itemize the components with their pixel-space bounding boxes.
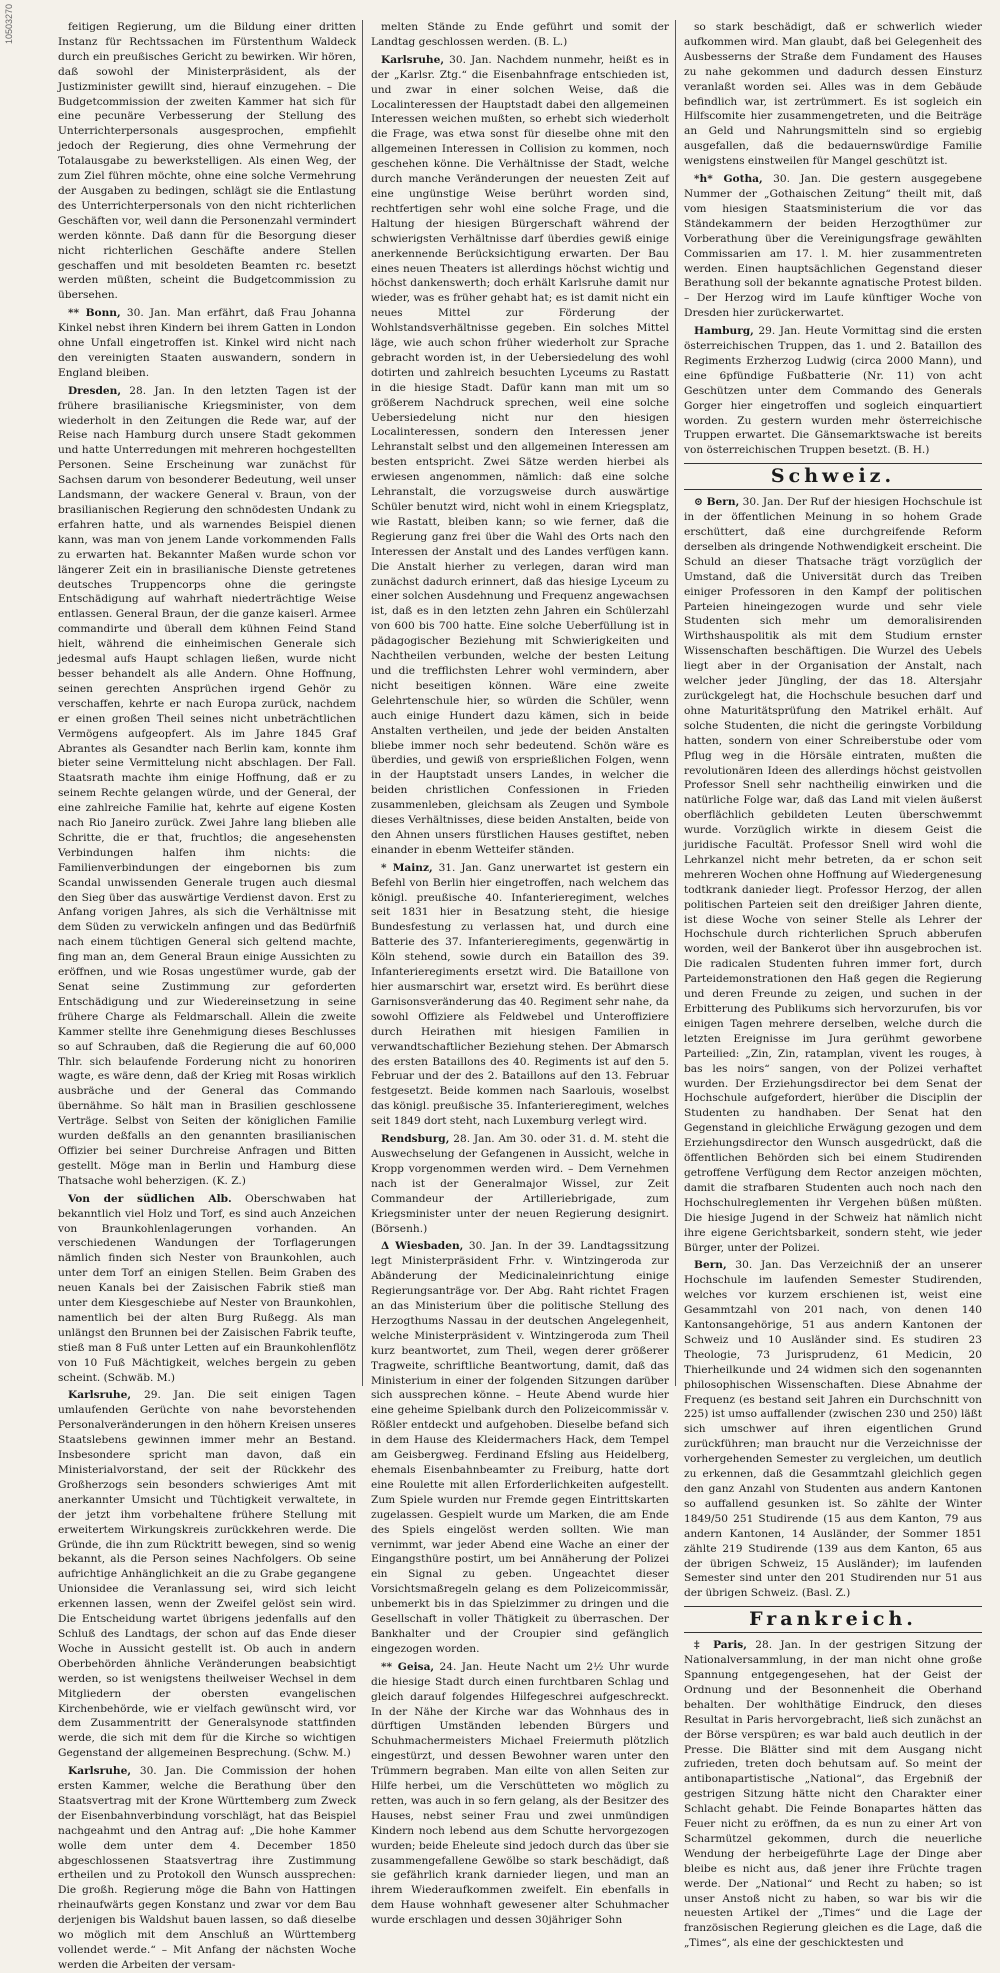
article xyxy=(684,495,982,1255)
article-text: 30. Jan. Der Ruf der hiesigen Hochschule ist in der öffentlichen Meinung in so hohem Grade erschüttert, daß eine durchgreifende Reform derselben als dringende Nothwendigkeit erscheint. Die Schuld an dieser Thatsache trägt vorzüglich der Umstand, daß die Universität durch das Treiben einiger Professoren in den Kampf der politischen Parteien hineingezogen wurde und sehr viele Studenten sich mehr um demoralisirenden Wirthshauspolitik als mit dem Studium ernster Wissenschaften beschäftigen. Die Wurzel des Uebels liegt aber in der Organisation der Anstalt, nach welcher jeder Jüngling, der das 18. Altersjahr zurückgelegt hat, die Hochschule besuchen darf und ohne Maturitätsprüfung den Matrikel erhält. Auf solche Studenten, die nicht die geringste Vorbildung hatten, sondern von einer Schreiberstube oder vom Pflug weg in die Hörsäle eintraten, mußten die revolutionären Ideen des allerdings höchst geistvollen Professor Snell sehr nachtheilig einwirken und die natürliche Folge war, daß das Land mit vielen äußerst oberflächlich gebildeten Leuten überschwemmt wurde. Vorzüglich wirkte in diesem Geist die juridische Facultät. Professor Snell wird wohl die Lehrkanzel nicht mehr betreten, da er schon seit mehreren Wochen ohne Hoffnung auf Wiedergenesung todtkrank danieder liegt. Professor Herzog, der allen politischen Parteien seit den dreißiger Jahren diente, ist diese Woche von seiner Stelle als Lehrer der Hochschule durch richterlichen Spruch abberufen worden, weil der Bankerot über ihn ausgebrochen ist. Die radicalen Studenten fuhren immer fort, durch Parteidemonstrationen den Haß gegen die Regierung und deren Freunde zu zeigen, und suchen in der Erbitterung des Publikums sich hervorzurufen, bis vor einigen Tagen mehrere derselben, welche durch die letzten Ereignisse im Jura gerühmt geworbene Parteilied: „Zin, Zin, ratamplan, vivent les rouges, à bas les noirs“ sangen, von der Polizei verhaftet wurden. Der Erziehungsdirector bei dem Senat der Hochschule aufgefordert, hierüber die Disciplin der Studenten zu handhaben. Der Senat hat den Gegenstand in gleichliche Erwägung gezogen und dem Erziehungsdirector den Wunsch ausgedrückt, daß die öffentlichen Behörden sich bei einem Studirenden getroffene Verfügung dem Rector anzeigen möchten, damit die strafbaren Studenten auch noch nach den Hochschulreglementen ihr Vergehen büßen müßten. Die hiesige Jugend in der Schweiz hat nämlich nicht ihre eigene Gerichtsbarkeit, sondern steht, wie jeder Bürger, unter der Polizei. xyxy=(684,496,983,1254)
article xyxy=(58,306,356,381)
article xyxy=(371,861,669,1129)
article-text: 30. Jan. Die Commission der hohen ersten Kammer, welche die Berathung über den Staatsvertrag mit der Krone Württemberg zum Zweck der Eisenbahnverbindung vorschlägt, hat das Beispiel nachgeahmt und den Antrag auf: „Die hohe Kammer wolle dem unter dem 4. December 1850 abgeschlossenen Staatsvertrag ihre Zustimmung ertheilen und zu Protokoll den Wunsch aussprechen: Die großh. Regierung möge die Bahn von Hattingen rheinaufwärts gegen Konstanz und zwar vor dem Bau derjenigen bis Waldshut bauen lassen, so daß dieselbe wo möglich mit dem Anschluß an Württemberg vollendet werde.“ – Mit Anfang der nächsten Woche werden die Arbeiten der versam- xyxy=(58,1765,356,1971)
dateline: Karlsruhe, xyxy=(68,1389,132,1402)
dateline: ⊙ Bern, xyxy=(694,496,740,509)
dateline: ‡ Paris, xyxy=(694,1639,747,1652)
article xyxy=(371,53,669,858)
section-heading-schweiz: Schweiz. xyxy=(770,465,896,488)
article xyxy=(371,1660,669,1928)
article-text: 29. Jan. Die seit einigen Tagen umlaufenden Gerüchte von nahe bevorstehenden Personalveränderungen in den höhern Kreisen unseres Staatslebens gewinnen immer mehr an Bestand. Insbesondere spricht man davon, daß ein Ministerialvorstand, der seit der Rückkehr des Großherzogs sein besonders schwieriges Amt mit anerkannter Umsicht und Tüchtigkeit verwaltete, in der jetzt ihm vorbehaltene frühere Stellung mit erweitertem Wirkungskreis zurückkehren werde. Die Gründe, die ihn zum Rücktritt bewegen, sind so wenig bekannt, als die Person seines Nachfolgers. Ob seine aufrichtige Anhänglichkeit an die zu Grabe gegangene Unionsidee die Veranlassung sei, wird sich leicht erkennen lassen, wenn der Zweifel gelöst sein wird. Die Entscheidung wartet übrigens jedenfalls auf den Schluß des Landtags, der schon auf das Ende dieser Woche in Aussicht gestellt ist. Ob auch in andern Oberbehörden ähnliche Veränderungen beabsichtigt werden, so ist wenigstens theilweiser Wechsel in dem Mitgliedern der obersten evangelischen Kirchenbehörde, wie er vielfach gewünscht wird, vor dem Zusammentritt der Generalsynode stattfinden werde, die sich mit dem für die Kirche so wichtigen Gegenstand der allgemeinen Besprechung. (Schw. M.) xyxy=(58,1389,356,1760)
dateline: ** Geisa, xyxy=(381,1660,435,1673)
article-text: Oberschwaben hat bekanntlich viel Holz und Torf, es sind auch Anzeichen von Braunkohlenlagerungen vorhanden. An verschiedenen Wandungen der Torflagerungen nämlich finden sich Nester von Braunkohlen, auch unter dem Torf an einigen Stellen. Beim Graben des neuen Kanals bei der Zaisischen Fabrik stieß man unter dem Kiesgeschiebe auf Nester von Braunkohlen, namentlich bei der alten Burg Rußegg. Als man unlängst den Brunnen bei der Zaisischen Fabrik teufte, stieß man 8 Fuß unter Letten auf ein Braunkohlenflötz von 10 Fuß Mächtigkeit, welches bergein zu geben scheint. (Schwäb. M.) xyxy=(58,1192,357,1384)
dateline: Bern, xyxy=(694,1259,727,1272)
dateline: Karlsruhe, xyxy=(381,53,445,66)
article xyxy=(684,172,982,321)
column-2 xyxy=(371,20,676,1927)
article-text: 30. Jan. Das Verzeichniß der an unserer Hochschule im laufenden Semester Studirenden, welches vor kurzem erschienen ist, weist eine Gesammtzahl von 201 nach, von denen 140 Kantonsangehörige, 51 aus andern Kantonen der Schweiz und 10 Ausländer sind. Es studiren 23 Theologie, 73 Jurisprudenz, 61 Medicin, 20 Thierheilkunde und 24 widmen sich den sogenannten philosophischen Wissenschaften. Diese Abnahme der Frequenz (es bestand seit Jahren ein Durchschnitt von 225) ist umso auffallender (zwischen 230 und 250) läßt sich umschwer auf ihren eigentlichen Grund zurückführen; man braucht nur die Verzeichnisse der vorhergehenden Semester zu vergleichen, um deutlich zu erkennen, daß die Gesammtzahl gleichlich gegen den ganz Anzahl von Studenten aus andern Kantonen so auffallend gesunken ist. So zählte der Winter 1849/50 251 Studirende (15 aus dem Kanton, 79 aus andern Kantonen, 14 Ausländer, der Sommer 1851 zählte 219 Studirende (139 aus dem Kanton, 65 aus der übrigen Schweiz, 15 Ausländer); im laufenden Semester sind unter den 201 Studirenden nur 51 aus der übrigen Schweiz. (Basl. Z.) xyxy=(684,1259,982,1600)
article-text: melten Stände zu Ende geführt und somit der Landtag geschlossen werden. (B. L.) xyxy=(371,21,669,48)
article-text: 30. Jan. Nachdem nunmehr, heißt es in der „Karlsr. Ztg.“ die Eisenbahnfrage entschieden ist, und zwar in einer solchen Weise, daß die Localinteressen der Hauptstadt dabei den allgemeinen Interessen weichen mußten, so erhebt sich wiederholt die Frage, was etwa sonst für dieselbe ohne mit den allgemeinen Interessen in Collision zu kommen, noch geschehen könne. Die Verhältnisse der Stadt, welche durch manche Veränderungen der neuesten Zeit auf eine ungünstige Weise berührt worden sind, rechtfertigen sehr wohl eine solche Frage, und die Haltung der hiesigen Bürgerschaft während der schwierigsten Verhältnisse darf überdies gewiß einige anerkennende Berücksichtigung erwarten. Der Bau eines neuen Theaters ist allerdings höchst wichtig und höchst dankenswerth; doch erhält Karlsruhe damit nur wieder, was es früher gehabt hat; es ist damit nicht ein neues Mittel zur Förderung der Wohlstandsverhältnisse gegeben. Ein solches Mittel läge, wie auch schon früher wiederholt zur Sprache gebracht worden ist, in der Uebersiedelung des wohl dotirten und zahlreich besuchten Lyceums zu Rastatt in die hiesige Stadt. Dafür kann man mit um so größerem Nachdruck sprechen, weil eine solche Uebersiedelung nicht nur den hiesigen Localinteressen, sondern den Interessen jener Lehranstalt selbst und den allgemeinen Interessen am besten entspricht. Zwei Sätze werden hierbei als erwiesen angenommen, nämlich: daß eine solche Lehranstalt, die vorzugsweise durch auswärtige Schüler benutzt wird, nicht wohl in einem Kriegsplatz, wie Rastatt, bleiben kann; so wie ferner, daß die Regierung ganz frei über die Wahl des Orts nach den Interessen der Anstalt und des Landes verfügen kann. Die Anstalt hierher zu verlegen, daran wird man zunächst dadurch erinnert, daß das hiesige Lyceum zu einer solchen Ausdehnung und Frequenz angewachsen ist, daß es in den letzten zehn Jahren ein Schülerzahl von 600 bis 700 hatte. Eine solche Ueberfüllung ist in pädagogischer Beziehung mit Schwierigkeiten und Nachtheilen verbunden, welche der besten Leitung und die trefflichsten Lehrer wohl vermindern, aber nicht beseitigen können. Wäre eine zweite Gelehrtenschule hier, so würden die Schüler, wenn auch einige Hundert dazu kämen, sich in beide Anstalten vertheilen, und jede der beiden Anstalten bliebe immer noch sehr bedeutend. Schön wäre es überdies, und gewiß von ersprießlichen Folgen, wenn in der Hauptstadt unsers Landes, in welcher die beiden christlichen Confessionen in Frieden zusammenleben, gleichsam als Zeugen und Symbole dieses Verhältnisses, diese beiden Anstalten, beide von den Ahnen unsers fürstlichen Hauses gestiftet, neben einander in ebenm Wetteifer ständen. xyxy=(371,53,669,856)
dateline: Δ Wiesbaden, xyxy=(381,1240,464,1253)
article-text: 28. Jan. In der gestrigen Sitzung der Nationalversammlung, in der man nicht ohne große Spannung entgegengesehen, hat der Geist der Ordnung und der Besonnenheit die Oberhand behalten. Der wohlthätige Eindruck, den dieses Resultat in Paris hervorgebracht, ließ sich zunächst an der Börse verspüren; es war bald auch deutlich in der Presse. Die Blätter sind mit dem Ausgang nicht zufrieden, treten doch behutsam auf. So meint der antibonapartistische „National“, das Ergebniß der gestrigen Sitzung hätte nicht den Charakter einer Schlacht gehabt. Die Feinde Bonapartes hätten das Feuer nicht zu eröffnen, da es nun zu einer Art von Scharmützel gekommen, durch die neuerliche Wendung der herbeigeführte Lage der Dinge aber bleibe es nicht aus, daß jener ihre Früchte tragen werde. Der „National“ und Recht zu haben; so ist unser Anstoß nicht zu haben, so war bis wir die neuesten Artikel der „Times“ und die Lage der französischen Regierung gleichen es die Lage, daß die „Times“, als eine der geschicktesten und xyxy=(684,1639,982,1950)
article-text: 28. Jan. Am 30. oder 31. d. M. steht die Auswechselung der Gefangenen in Aussicht, welche in Kropp vorgenommen werden wird. – Dem Vernehmen nach ist der Generalmajor Wissel, zur Zeit Commandeur der Artilleriebrigade, zum Kriegsminister unter der neuen Regierung designirt. (Börsenh.) xyxy=(371,1133,669,1235)
archive-id: 10503270 xyxy=(4,4,14,45)
article-text: 24. Jan. Heute Nacht um 2½ Uhr wurde die hiesige Stadt durch einen furchtbaren Schlag und gleich darauf folgendes Hilfegeschrei aufgeschreckt. In der Nähe der Kirche war das Wohnhaus des in dürftigen Umständen lebenden Bürgers und Schuhmachermeisters Michael Freiermuth plötzlich eingestürzt, und dessen Bewohner waren unter den Trümmern begraben. Man eilte von allen Seiten zur Hilfe herbei, um die Verschütteten wo möglich zu retten, was auch in so fern gelang, als der Besitzer des Hauses, nebst seiner Frau und zwei unmündigen Kindern noch lebend aus dem Schutte hervorgezogen wurden; beide Eheleute sind jedoch durch das über sie zusammengefallene Gewölbe so stark beschädigt, daß sie gefährlich krank darnieder liegen, und man an ihrem Wiederaufkommen zweifelt. Ein ebenfalls in dem Hause wohnhaft gewesener alter Schuhmacher wurde erschlagen und dessen 30jähriger Sohn xyxy=(371,1660,669,1927)
article xyxy=(684,1638,982,1951)
article xyxy=(371,1132,669,1236)
section-divider xyxy=(684,489,982,490)
dateline: ** Bonn, xyxy=(68,307,121,320)
article xyxy=(58,1192,356,1386)
section-heading-frankreich: Frankreich. xyxy=(749,1608,917,1631)
column-1 xyxy=(58,20,363,1971)
article-text: 30. Jan. In der 39. Landtagssitzung legt Ministerpräsident Frhr. v. Wintzingeroda zur Abänderung der Medicinaleinrichtung einige Regierungsanträge vor. Der Abg. Raht richtet Fragen an das Ministerium über die politische Stellung des Herzogthums Nassau in der deutschen Angelegenheit, welche Ministerpräsident v. Wintzingeroda zum Theil kurz beantwortet, zum Theil, wegen derer größerer Tragweite, schriftliche Beantwortung, damit, daß das Ministerium in einer der folgenden Sitzungen darüber sich aussprechen könne. – Heute Abend wurde hier eine geheime Spielbank durch den Polizeicommissär v. Rößler entdeckt und aufgehoben. Dieselbe befand sich in dem Hause des Kleidermachers Hack, dem Tempel am Geisbergweg. Ferdinand Efsling aus Heidelberg, ehemals Eisenbahnbeamter zu Freiburg, hatte dort eine Roulette mit allen Erforderlichkeiten aufgestellt. Zum Spiele wurden nur Fremde gegen Eintrittskarten zugelassen. Gespielt wurde um Marken, die am Ende des Spiels eingelöst werden sollten. Wie man vernimmt, war jeder Abend eine Wache an einer der Eingangsthüre postirt, um bei Annäherung der Polizei ein Signal zu geben. Ungeachtet dieser Vorsichtsmaßregeln gelang es dem Polizeicommissär, unbemerkt bis in das Spielzimmer zu dringen und die Gesellschaft in voller Thätigkeit zu überraschen. Der Bankhalter und der Croupier sind gefänglich eingezogen worden. xyxy=(371,1240,669,1655)
section-divider xyxy=(684,1606,982,1607)
article-text: 31. Jan. Ganz unerwartet ist gestern ein Befehl von Berlin hier eingetroffen, nach welchem das königl. preußische 40. Infanterieregiment, welches seit 1831 hier in Besatzung steht, die hiesige Bundesfestung zu verlassen hat, und durch eine Batterie des 37. Infanterieregiments, gegenwärtig in Köln stehend, sowie durch ein Bataillon des 39. Infanterieregiments ersetzt wird. Die Bataillone von hier ausmarschirt war, ersetzt wird. Es berührt diese Garnisonsveränderung das 40. Regiment sehr nahe, da sowohl Offiziere als Feldwebel und Unteroffiziere durch Heirathen mit hiesigen Familien in verwandtschaftlicher Beziehung stehen. Der Abmarsch des ersten Bataillons des 40. Regiments ist auf den 5. Februar und der des 2. Bataillons auf den 13. Februar festgesetzt. Beide kommen nach Saarlouis, woselbst das königl. preußische 35. Infanterieregiment, welches seit 1849 dort steht, nach Luxemburg verlegt wird. xyxy=(371,861,670,1128)
article xyxy=(684,324,982,458)
article xyxy=(371,1239,669,1656)
article xyxy=(58,1388,356,1761)
column-3 xyxy=(684,20,988,1950)
section-divider xyxy=(684,463,982,464)
dateline: *h* Gotha, xyxy=(694,173,763,186)
article-text: feitigen Regierung, um die Bildung einer dritten Instanz für Rechtssachen im Fürstenthum Waldeck durch ein preußisches Gericht zu bewirken. Wir hören, daß sowohl der Ministerpräsident, als der Justizminister gewillt sind, hierauf einzugehen. – Die Budgetcommission der zweiten Kammer hat sich für eine pecunäre Verbesserung der Stellung des Unterrichterpersonals ausgesprochen, empfiehlt jedoch der Regierung, dies ohne Vermehrung der Totalausgabe zu bewerkstelligen. Als einen Weg, der zum Ziel führen möchte, ohne eine solche Vermehrung der Ausgaben zu bedingen, schlägt sie die Entlastung des Unterrichterpersonals von den nicht richterlichen Geschäften vor, weil dann die Personenzahl vermindert werden könnte. Daß dann für die Besorgung dieser nicht richterlichen Geschäfte andere Stellen geschaffen und mit besoldeten Beamten rc. besetzt werden müßten, scheint die Budgetcommission zu übersehen. xyxy=(58,21,356,302)
article xyxy=(58,1764,356,1973)
article-text: 28. Jan. In den letzten Tagen ist der frühere brasilianische Kriegsminister, von dem wiederholt in den Zeitungen die Rede war, auf der Reise nach Hamburg durch unsere Stadt gekommen und hatte Unterredungen mit mehreren hochgestellten Personen. Seine Erscheinung war zunächst für Sachsen darum von besonderer Bedeutung, weil unser Landsmann, der wackere General v. Braun, von der brasilianischen Regierung den schnödesten Undank zu erfahren hatte, und als warnendes Beispiel dienen kann, was man von jenem Lande vorkommenden Falls zu erwarten hat. Bekannter Maßen wurde schon vor längerer Zeit ein in brasilianische Dienste getretenes deutsches Truppencorps ohne die geringste Entschädigung auf wahrhaft niederträchtige Weise entlassen. General Braun, der die ganze kaiserl. Armee commandirte und überall dem kühnen Feind Stand hielt, während die einheimischen Generale sich jedesmal aufs Haupt schlagen ließen, wurde nicht besser behandelt als alle Andern. Ohne Hoffnung, seinen gerechten Ansprüchen irgend Gehör zu verschaffen, kehrte er nach Europa zurück, nachdem er einen großen Theil seines nicht unbeträchtlichen Vermögens aufgeopfert. Als im Jahre 1845 Graf Abrantes als Gesandter nach Berlin kam, konnte ihm bieter seine Vermittelung nicht abschlagen. Der Fall. Staatsrath machte ihm einige Hoffnung, daß er zu seinem Rechte gelangen würde, und der General, der eine zahlreiche Familie hat, kehrte auf eigene Kosten nach Rio Janeiro zurück. Zwei Jahre lang blieben alle Schritte, die er that, fruchtlos; die angesehensten Verbindungen halfen ihm nichts: die Familienverbindungen der eingebornen bis zum Scandal unwissenden Generale trugen auch diesmal den Sieg über das auswärtige Verdienst davon. Erst zu Anfang vorigen Jahres, als sich die Verhältnisse mit dem Süden zu verwickeln anfingen und das Bedürfniß nach einem tüchtigen General sich geltend machte, fing man an, dem General Braun einige Aussichten zu eröffnen, und wie Rosas ungestümer wurde, gab der Senat seine Zustimmung zur geforderten Entschädigung und zur Wiedereinsetzung in seine frühere Charge als Feldmarschall. Allein die zweite Kammer stellte ihre Genehmigung dieses Beschlusses so auf Schrauben, daß die Regierung die auf 60,000 Thlr. sich belaufende Forderung nicht zu honoriren wagte, es wäre denn, daß der Krieg mit Rosas wirklich ausbräche und der General das Commando übernähme. So hält man in Brasilien geschlossene Verträge. Selbst von Seiten der königlichen Familie wurden deßfalls an den genannten brasilianischen Offizier bei seiner Durchreise Anfragen und Bitten gestellt. Möge man in Berlin und Hamburg diese Thatsache wohl beherzigen. (K. Z.) xyxy=(58,384,357,1187)
dateline: Hamburg, xyxy=(694,325,754,338)
article-text: 29. Jan. Heute Vormittag sind die ersten österreichischen Truppen, das 1. und 2. Bataillon des Regiments Erzherzog Ludwig (circa 2000 Mann), und eine 6pfündige Fußbatterie (Nr. 11) von acht Geschützen unter dem Commando des Generals Gorger hier eingetroffen und sogleich einquartiert worden. Zu gestern wurden mehr österreichische Truppen erwartet. Die Gänsemarktswache ist bereits von österreichischen Truppen besetzt. (B. H.) xyxy=(684,325,982,457)
dateline: Von der südlichen Alb. xyxy=(68,1192,232,1205)
article-text: 30. Jan. Die gestern ausgegebene Nummer der „Gothaischen Zeitung“ theilt mit, daß vom hiesigen Staatsministerium die vor das Ständekammern der beiden Herzogthümer zur Vorberathung über die Vereinigungsfrage gewählten Commissarien am 17. l. M. hier zusammentreten werden. Einen hauptsächlichen Gegenstand dieser Berathung soll der bekannte agnatische Protest bilden. – Der Herzog wird im Laufe künftiger Woche von Dresden hier zurückerwartet. xyxy=(684,173,982,320)
dateline: Rendsburg, xyxy=(381,1133,450,1146)
dateline: Karlsruhe, xyxy=(68,1765,132,1778)
article xyxy=(58,384,356,1189)
dateline: Dresden, xyxy=(68,384,122,397)
newspaper-page xyxy=(58,20,988,1971)
section-divider xyxy=(684,1632,982,1633)
article xyxy=(684,1258,982,1601)
dateline: * Mainz, xyxy=(381,861,433,874)
article-text: so stark beschädigt, daß er schwerlich wieder aufkommen wird. Man glaubt, daß bei Gelegenheit des Ausbesserns der Straße dem Fundament des Hauses zu nahe gekommen und dadurch dessen Einsturz veranlaßt worden sei. Alles was in dem Gebäude befindlich war, ist zertrümmert. Es ist sogleich ein Hilfscomite hier zusammengetreten, und die Beiträge an Geld und Nahrungsmitteln sind so ergiebig ausgefallen, daß die bedauernswürdige Familie wenigstens einstweilen für Mangel geschützt ist. xyxy=(684,21,982,168)
article-text: 30. Jan. Man erfährt, daß Frau Johanna Kinkel nebst ihren Kindern bei ihrem Gatten in London ohne Unfall eingetroffen ist. Kinkel wird nicht nach den vereinigten Staaten auswandern, sondern in England bleiben. xyxy=(58,307,356,379)
